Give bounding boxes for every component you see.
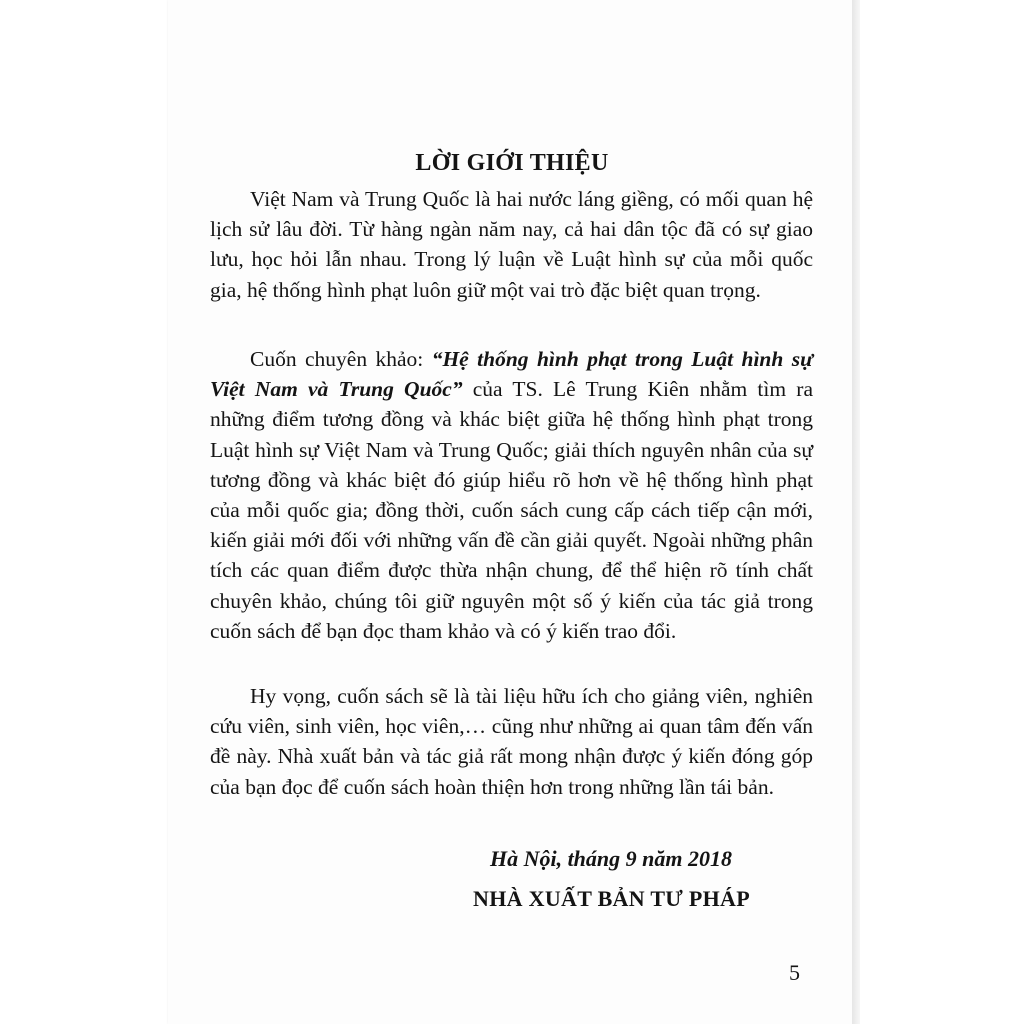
intro-paragraph-3: Hy vọng, cuốn sách sẽ là tài liệu hữu ích cho giảng viên, nghiên cứu viên, sinh viên, học viên,… cũng như những ai quan tâm đến vấn đề này. Nhà xuất bản và tác giả rất mong nhận được ý kiến đóng góp của bạn đọc để cuốn sách hoàn thiện hơn trong những lần tái bản. bbox=[210, 684, 813, 799]
book-title: “Hệ thống hình phạt trong Luật hình sự Việt Nam và Trung Quốc” bbox=[210, 347, 813, 402]
paragraph-2-body: của TS. Lê Trung Kiên nhằm tìm ra những điểm tương đồng và khác biệt giữa hệ thống hình phạt trong Luật hình sự Việt Nam và Trung Quốc; giải thích nguyên nhân của sự tương đồng và khác biệt đó giúp hiểu rõ hơn về hệ thống hình phạt của mỗi quốc gia; đồng thời, cuốn sách cung cấp cách tiếp cận mới, kiến giải mới đối với những vấn đề cần giải quyết. Ngoài những phân tích các quan điểm được thừa nhận chung, để thể hiện rõ tính chất chuyên khảo, chúng tôi giữ nguyên một số ý kiến của tác giả trong cuốn sách để bạn đọc tham khảo và có ý kiến trao đổi. bbox=[210, 377, 813, 643]
paragraph-2-lead: Cuốn chuyên khảo: bbox=[250, 347, 432, 371]
signoff-publisher: NHÀ XUẤT BẢN TƯ PHÁP bbox=[473, 886, 750, 911]
page-number: 5 bbox=[789, 960, 800, 985]
page-edge-shadow bbox=[852, 0, 860, 1024]
intro-paragraph-1: Việt Nam và Trung Quốc là hai nước láng giềng, có mối quan hệ lịch sử lâu đời. Từ hàng ngàn năm nay, cả hai dân tộc đã có sự giao lưu, học hỏi lẫn nhau. Trong lý luận về Luật hình sự của mỗi quốc gia, hệ thống hình phạt luôn giữ một vai trò đặc biệt quan trọng. bbox=[210, 187, 813, 302]
intro-paragraph-2 bbox=[210, 344, 813, 646]
signoff-place-date: Hà Nội, tháng 9 năm 2018 bbox=[489, 846, 732, 871]
book-page bbox=[168, 0, 856, 1024]
page-title: LỜI GIỚI THIỆU bbox=[415, 150, 609, 176]
